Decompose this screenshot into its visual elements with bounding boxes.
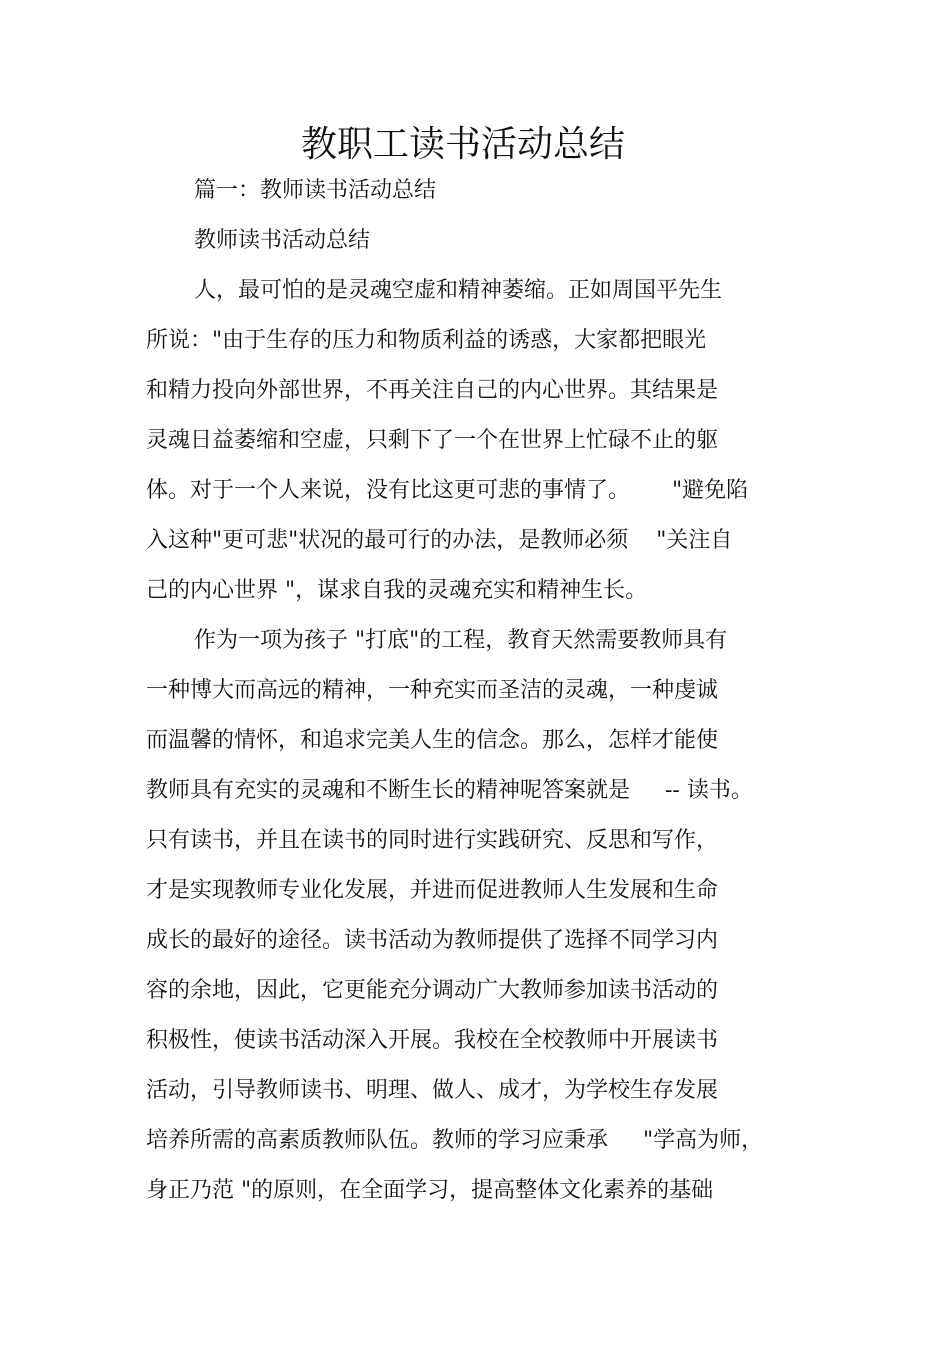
paragraph-line: 和精力投向外部世界，不再关注自己的内心世界。其结果是 bbox=[146, 378, 719, 403]
paragraph-line: 而温馨的情怀，和追求完美人生的信念。那么，怎样才能使 bbox=[146, 728, 719, 753]
section-heading: 篇一：教师读书活动总结 bbox=[194, 178, 437, 203]
paragraph-line: 体。对于一个人来说，没有比这更可悲的事情了。 "避免陷 bbox=[146, 478, 749, 503]
paragraph-line: 所说："由于生存的压力和物质利益的诱惑，大家都把眼光 bbox=[146, 328, 707, 353]
paragraph-line: 人，最可怕的是灵魂空虚和精神萎缩。正如周国平先生 bbox=[194, 278, 723, 303]
paragraph-line: 活动，引导教师读书、明理、做人、成才，为学校生存发展 bbox=[146, 1078, 719, 1103]
paragraph-line: 己的内心世界 "，谋求自我的灵魂充实和精神生长。 bbox=[146, 578, 648, 603]
paragraph-line: 容的余地，因此，它更能充分调动广大教师参加读书活动的 bbox=[146, 978, 719, 1003]
paragraph-line: 入这种"更可悲"状况的最可行的办法，是教师必须 "关注自 bbox=[146, 528, 733, 553]
paragraph-line: 身正乃范 "的原则，在全面学习，提高整体文化素养的基础 bbox=[146, 1178, 714, 1203]
paragraph-line: 积极性，使读书活动深入开展。我校在全校教师中开展读书 bbox=[146, 1028, 719, 1053]
paragraph-line: 作为一项为孩子 "打底"的工程，教育天然需要教师具有 bbox=[194, 628, 728, 653]
paragraph-line: 一种博大而高远的精神，一种充实而圣洁的灵魂，一种虔诚 bbox=[146, 678, 719, 703]
paragraph-line: 只有读书，并且在读书的同时进行实践研究、反思和写作， bbox=[146, 828, 719, 853]
paragraph-line: 培养所需的高素质教师队伍。教师的学习应秉承 "学高为师， bbox=[146, 1128, 764, 1153]
paragraph-line: 成长的最好的途径。读书活动为教师提供了选择不同学习内 bbox=[146, 928, 719, 953]
paragraph-line: 才是实现教师专业化发展，并进而促进教师人生发展和生命 bbox=[146, 878, 719, 903]
document-title: 教职工读书活动总结 bbox=[300, 124, 625, 165]
paragraph-line: 教师具有充实的灵魂和不断生长的精神呢答案就是 -- 读书。 bbox=[146, 778, 753, 803]
subheading: 教师读书活动总结 bbox=[194, 228, 371, 253]
paragraph-line: 灵魂日益萎缩和空虚，只剩下了一个在世界上忙碌不止的躯 bbox=[146, 428, 719, 453]
